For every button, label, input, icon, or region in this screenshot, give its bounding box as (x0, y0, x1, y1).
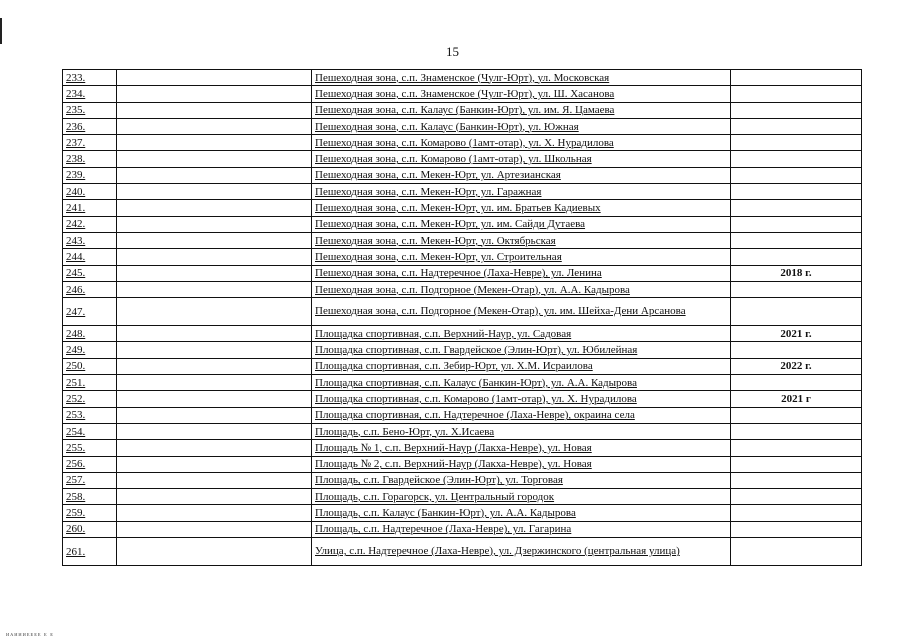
table-row (63, 86, 862, 102)
row-number: 243. (63, 232, 117, 248)
row-year: 2022 г. (731, 358, 862, 374)
row-year (731, 249, 862, 265)
row-year (731, 232, 862, 248)
row-empty-cell (117, 521, 312, 537)
row-number: 239. (63, 167, 117, 183)
row-description: Пешеходная зона, с.п. Мекен-Юрт, ул. Октябрьская (312, 232, 731, 248)
row-number: 251. (63, 375, 117, 391)
table-row (63, 118, 862, 134)
row-number: 246. (63, 281, 117, 297)
row-description: Площадь, с.п. Горагорск, ул. Центральный городок (312, 489, 731, 505)
row-year (731, 472, 862, 488)
row-description: Пешеходная зона, с.п. Комарово (1амт-отар), ул. Школьная (312, 151, 731, 167)
table-row (63, 375, 862, 391)
row-number: 245. (63, 265, 117, 281)
row-number: 236. (63, 118, 117, 134)
row-number: 254. (63, 423, 117, 439)
row-empty-cell (117, 391, 312, 407)
row-empty-cell (117, 151, 312, 167)
row-empty-cell (117, 102, 312, 118)
row-empty-cell (117, 358, 312, 374)
row-year (731, 505, 862, 521)
row-number: 259. (63, 505, 117, 521)
row-description: Площадь, с.п. Бено-Юрт, ул. Х.Исаева (312, 423, 731, 439)
row-year (731, 407, 862, 423)
row-year: 2021 г (731, 391, 862, 407)
table-row (63, 265, 862, 281)
row-description: Площадка спортивная, с.п. Комарово (1амт-отар), ул. Х. Нурадилова (312, 391, 731, 407)
row-empty-cell (117, 216, 312, 232)
row-description: Площадка спортивная, с.п. Гвардейское (Элин-Юрт), ул. Юбилейная (312, 342, 731, 358)
row-year (731, 200, 862, 216)
row-year (731, 298, 862, 326)
table-row (63, 216, 862, 232)
row-empty-cell (117, 456, 312, 472)
row-empty-cell (117, 326, 312, 342)
row-year (731, 281, 862, 297)
row-empty-cell (117, 375, 312, 391)
row-year (731, 216, 862, 232)
row-empty-cell (117, 298, 312, 326)
table-row (63, 489, 862, 505)
row-empty-cell (117, 70, 312, 86)
row-empty-cell (117, 118, 312, 134)
row-year (731, 342, 862, 358)
row-description: Площадь, с.п. Надтеречное (Лаха-Невре), ул. Гагарина (312, 521, 731, 537)
row-number: 252. (63, 391, 117, 407)
row-year (731, 102, 862, 118)
row-empty-cell (117, 440, 312, 456)
row-number: 255. (63, 440, 117, 456)
row-number: 235. (63, 102, 117, 118)
row-empty-cell (117, 265, 312, 281)
table-row (63, 538, 862, 566)
row-empty-cell (117, 472, 312, 488)
row-description: Площадка спортивная, с.п. Калаус (Банкин-Юрт), ул. А.А. Кадырова (312, 375, 731, 391)
row-empty-cell (117, 135, 312, 151)
row-description: Площадь, с.п. Калаус (Банкин-Юрт), ул. А.А. Кадырова (312, 505, 731, 521)
row-number: 249. (63, 342, 117, 358)
row-description: Пешеходная зона, с.п. Комарово (1амт-отар), ул. Х. Нурадилова (312, 135, 731, 151)
row-year (731, 456, 862, 472)
row-number: 253. (63, 407, 117, 423)
row-number: 250. (63, 358, 117, 374)
row-year (731, 135, 862, 151)
row-year (731, 151, 862, 167)
row-description: Площадка спортивная, с.п. Зебир-Юрт, ул. Х.М. Исраилова (312, 358, 731, 374)
row-empty-cell (117, 232, 312, 248)
row-year (731, 489, 862, 505)
row-description: Пешеходная зона, с.п. Подгорное (Мекен-Отар), ул. А.А. Кадырова (312, 281, 731, 297)
row-empty-cell (117, 184, 312, 200)
row-empty-cell (117, 505, 312, 521)
row-empty-cell (117, 200, 312, 216)
row-number: 260. (63, 521, 117, 537)
row-year (731, 423, 862, 439)
row-year (731, 538, 862, 566)
row-year: 2021 г. (731, 326, 862, 342)
table-row (63, 249, 862, 265)
row-number: 233. (63, 70, 117, 86)
row-description: Пешеходная зона, с.п. Мекен-Юрт, ул. им. Сайди Дутаева (312, 216, 731, 232)
row-number: 234. (63, 86, 117, 102)
row-year (731, 167, 862, 183)
table-row (63, 151, 862, 167)
table-row (63, 423, 862, 439)
row-empty-cell (117, 281, 312, 297)
row-number: 242. (63, 216, 117, 232)
row-empty-cell (117, 249, 312, 265)
table-row (63, 326, 862, 342)
row-number: 244. (63, 249, 117, 265)
row-year: 2018 г. (731, 265, 862, 281)
row-description: Пешеходная зона, с.п. Мекен-Юрт, ул. Гаражная (312, 184, 731, 200)
table-row (63, 521, 862, 537)
row-description: Пешеходная зона, с.п. Калаус (Банкин-Юрт), ул. им. Я. Цамаева (312, 102, 731, 118)
row-empty-cell (117, 167, 312, 183)
row-year (731, 118, 862, 134)
row-number: 238. (63, 151, 117, 167)
row-number: 240. (63, 184, 117, 200)
footer-scan-mark: ᴎᴀᴎᴎᴎᴇᴇᴇᴇ ᴇ ᴇ (6, 632, 54, 638)
table-row (63, 298, 862, 326)
row-number: 247. (63, 298, 117, 326)
table-row (63, 281, 862, 297)
row-description: Пешеходная зона, с.п. Знаменское (Чулг-Юрт), ул. Ш. Хасанова (312, 86, 731, 102)
row-year (731, 86, 862, 102)
row-number: 237. (63, 135, 117, 151)
row-number: 256. (63, 456, 117, 472)
row-empty-cell (117, 407, 312, 423)
row-description: Площадка спортивная, с.п. Верхний-Наур, ул. Садовая (312, 326, 731, 342)
row-year (731, 375, 862, 391)
row-year (731, 184, 862, 200)
table-row (63, 358, 862, 374)
table-row (63, 440, 862, 456)
row-empty-cell (117, 342, 312, 358)
page-number: 15 (446, 44, 459, 59)
row-description: Пешеходная зона, с.п. Надтеречное (Лаха-Невре), ул. Ленина (312, 265, 731, 281)
table-row (63, 407, 862, 423)
table-row (63, 70, 862, 86)
table-row (63, 200, 862, 216)
row-description: Площадь № 1, с.п. Верхний-Наур (Лакха-Невре), ул. Новая (312, 440, 731, 456)
row-description: Площадка спортивная, с.п. Надтеречное (Лаха-Невре), окраина села (312, 407, 731, 423)
row-number: 257. (63, 472, 117, 488)
row-description: Площадь № 2, с.п. Верхний-Наур (Лакха-Невре), ул. Новая (312, 456, 731, 472)
table-row (63, 472, 862, 488)
row-description: Пешеходная зона, с.п. Калаус (Банкин-Юрт), ул. Южная (312, 118, 731, 134)
row-description: Пешеходная зона, с.п. Подгорное (Мекен-Отар), ул. им. Шейха-Дени Арсанова (312, 298, 731, 326)
row-number: 248. (63, 326, 117, 342)
table-row (63, 167, 862, 183)
row-empty-cell (117, 423, 312, 439)
row-number: 258. (63, 489, 117, 505)
table-row (63, 232, 862, 248)
row-year (731, 440, 862, 456)
row-description: Улица, с.п. Надтеречное (Лаха-Невре), ул. Дзержинского (центральная улица) (312, 538, 731, 566)
table-row (63, 184, 862, 200)
row-description: Пешеходная зона, с.п. Мекен-Юрт, ул. Артезианская (312, 167, 731, 183)
table-row (63, 102, 862, 118)
row-description: Пешеходная зона, с.п. Знаменское (Чулг-Юрт), ул. Московская (312, 70, 731, 86)
table-row (63, 135, 862, 151)
table-row (63, 342, 862, 358)
scan-edge-mark (0, 18, 2, 44)
objects-table (62, 69, 862, 566)
row-number: 261. (63, 538, 117, 566)
row-year (731, 521, 862, 537)
row-year (731, 70, 862, 86)
table-row (63, 456, 862, 472)
row-number: 241. (63, 200, 117, 216)
row-empty-cell (117, 489, 312, 505)
row-description: Площадь, с.п. Гвардейское (Элин-Юрт), ул. Торговая (312, 472, 731, 488)
table-row (63, 505, 862, 521)
row-empty-cell (117, 538, 312, 566)
table-body (63, 70, 862, 566)
row-empty-cell (117, 86, 312, 102)
row-description: Пешеходная зона, с.п. Мекен-Юрт, ул. Строительная (312, 249, 731, 265)
table-row (63, 391, 862, 407)
row-description: Пешеходная зона, с.п. Мекен-Юрт, ул. им. Братьев Кадиевых (312, 200, 731, 216)
